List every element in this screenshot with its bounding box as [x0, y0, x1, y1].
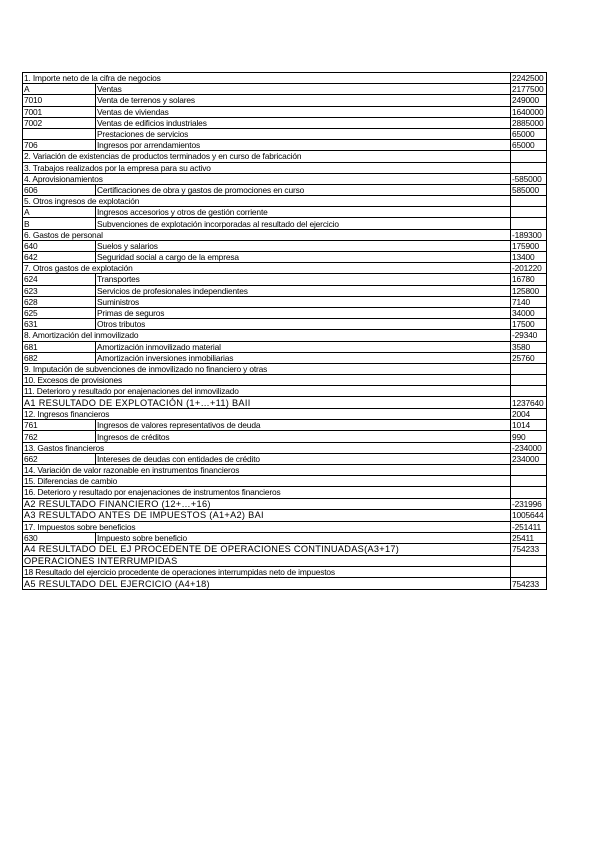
amount-value	[511, 162, 547, 173]
amount-value	[511, 464, 547, 475]
account-label: Ventas	[96, 84, 511, 95]
section-row	[23, 409, 547, 420]
section-label: 18 Resultado del ejercicio procedente de operaciones interrumpidas neto de impuestos	[23, 567, 511, 578]
section-row	[23, 173, 547, 184]
amount-value: 1005644	[511, 510, 547, 522]
account-label: Ventas de viviendas	[96, 106, 511, 117]
account-label: Ventas de edificios industriales	[96, 117, 511, 128]
account-row	[23, 296, 547, 307]
amount-value	[511, 555, 547, 567]
account-label: Venta de terrenos y solares	[96, 95, 511, 106]
account-code: A	[23, 207, 96, 218]
result-label: A2 RESULTADO FINANCIERO (12+…+16)	[23, 498, 511, 510]
section-row	[23, 263, 547, 274]
account-code: B	[23, 218, 96, 229]
amount-value: 65000	[511, 140, 547, 151]
account-label: Intereses de deudas con entidades de crédito	[96, 453, 511, 464]
account-code: 706	[23, 140, 96, 151]
amount-value	[511, 375, 547, 386]
section-row	[23, 73, 547, 84]
section-label: 2. Variación de existencias de productos terminados y en curso de fabricación	[23, 151, 511, 162]
section-label: 13. Gastos financieros	[23, 442, 511, 453]
result-row	[23, 397, 547, 409]
amount-value: 754233	[511, 578, 547, 590]
amount-value: 1640000	[511, 106, 547, 117]
account-code: 630	[23, 532, 96, 543]
account-code: 7010	[23, 95, 96, 106]
amount-value	[511, 567, 547, 578]
account-row	[23, 453, 547, 464]
account-row	[23, 95, 547, 106]
section-label: 11. Deterioro y resultado por enajenaciones del inmovilizado	[23, 386, 511, 397]
account-row	[23, 341, 547, 352]
amount-value: 2885000	[511, 117, 547, 128]
amount-value	[511, 476, 547, 487]
account-code: 761	[23, 420, 96, 431]
amount-value: -231996	[511, 498, 547, 510]
amount-value: 2242500	[511, 73, 547, 84]
account-label: Ingresos accesorios y otros de gestión corriente	[96, 207, 511, 218]
account-label: Seguridad social a cargo de la empresa	[96, 252, 511, 263]
account-code: 642	[23, 252, 96, 263]
result-label: OPERACIONES INTERRUMPIDAS	[23, 555, 511, 567]
account-row	[23, 218, 547, 229]
amount-value	[511, 487, 547, 498]
result-row	[23, 555, 547, 567]
section-label: 1. Importe neto de la cifra de negocios	[23, 73, 511, 84]
account-label: Impuesto sobre beneficio	[96, 532, 511, 543]
amount-value: 25411	[511, 532, 547, 543]
amount-value: 249000	[511, 95, 547, 106]
result-label: A4 RESULTADO DEL EJ PROCEDENTE DE OPERACIONES CONTINUADAS(A3+17)	[23, 544, 511, 556]
amount-value: 2177500	[511, 84, 547, 95]
account-row	[23, 420, 547, 431]
amount-value	[511, 363, 547, 374]
account-code: 625	[23, 307, 96, 318]
section-row	[23, 567, 547, 578]
result-label: A5 RESULTADO DEL EJERCICIO (A4+18)	[23, 578, 511, 590]
section-row	[23, 464, 547, 475]
income-statement-sheet	[22, 72, 546, 590]
section-label: 8. Amortización del inmovilizado	[23, 330, 511, 341]
section-row	[23, 229, 547, 240]
account-label: Amortización inmovilizado material	[96, 341, 511, 352]
amount-value	[511, 196, 547, 207]
amount-value: 25760	[511, 352, 547, 363]
amount-value: -234000	[511, 442, 547, 453]
amount-value: -201220	[511, 263, 547, 274]
amount-value: -29340	[511, 330, 547, 341]
section-row	[23, 521, 547, 532]
account-label: Suelos y salarios	[96, 240, 511, 251]
section-row	[23, 151, 547, 162]
account-code: A	[23, 84, 96, 95]
amount-value	[511, 386, 547, 397]
amount-value: 1014	[511, 420, 547, 431]
amount-value: 585000	[511, 184, 547, 195]
amount-value: 990	[511, 431, 547, 442]
section-label: 7. Otros gastos de explotación	[23, 263, 511, 274]
account-row	[23, 84, 547, 95]
section-label: 10. Excesos de provisiones	[23, 375, 511, 386]
account-label: Servicios de profesionales independientes	[96, 285, 511, 296]
result-row	[23, 510, 547, 522]
account-row	[23, 274, 547, 285]
section-label: 5. Otros ingresos de explotación	[23, 196, 511, 207]
account-row	[23, 252, 547, 263]
section-row	[23, 162, 547, 173]
account-row	[23, 117, 547, 128]
account-code: 640	[23, 240, 96, 251]
account-label: Amortización inversiones inmobiliarias	[96, 352, 511, 363]
account-row	[23, 319, 547, 330]
account-row	[23, 128, 547, 139]
section-row	[23, 196, 547, 207]
account-code: 623	[23, 285, 96, 296]
account-row	[23, 307, 547, 318]
result-label: A3 RESULTADO ANTES DE IMPUESTOS (A1+A2) BAI	[23, 510, 511, 522]
amount-value: 175900	[511, 240, 547, 251]
account-row	[23, 431, 547, 442]
section-row	[23, 487, 547, 498]
amount-value: 234000	[511, 453, 547, 464]
amount-value	[511, 218, 547, 229]
section-row	[23, 442, 547, 453]
section-label: 6. Gastos de personal	[23, 229, 511, 240]
account-label: Ingresos de valores representativos de deuda	[96, 420, 511, 431]
account-label: Subvenciones de explotación incorporadas al resultado del ejercicio	[96, 218, 511, 229]
account-row	[23, 352, 547, 363]
section-row	[23, 386, 547, 397]
amount-value: 7140	[511, 296, 547, 307]
account-label: Otros tributos	[96, 319, 511, 330]
account-label: Ingresos por arrendamientos	[96, 140, 511, 151]
account-row	[23, 184, 547, 195]
amount-value: 34000	[511, 307, 547, 318]
account-label: Suministros	[96, 296, 511, 307]
account-code	[23, 128, 96, 139]
amount-value: 17500	[511, 319, 547, 330]
account-row	[23, 106, 547, 117]
amount-value: 16780	[511, 274, 547, 285]
account-code: 662	[23, 453, 96, 464]
account-code: 624	[23, 274, 96, 285]
amount-value: 2004	[511, 409, 547, 420]
account-code: 681	[23, 341, 96, 352]
section-label: 12. Ingresos financieros	[23, 409, 511, 420]
account-row	[23, 285, 547, 296]
account-label: Transportes	[96, 274, 511, 285]
amount-value	[511, 207, 547, 218]
account-code: 628	[23, 296, 96, 307]
account-row	[23, 140, 547, 151]
account-code: 762	[23, 431, 96, 442]
section-row	[23, 375, 547, 386]
account-label: Prestaciones de servicios	[96, 128, 511, 139]
income-statement-table	[22, 72, 547, 590]
amount-value: 65000	[511, 128, 547, 139]
result-row	[23, 544, 547, 556]
section-label: 15. Diferencias de cambio	[23, 476, 511, 487]
result-label: A1 RESULTADO DE EXPLOTACIÓN (1+…+11) BAII	[23, 397, 511, 409]
account-row	[23, 532, 547, 543]
account-row	[23, 240, 547, 251]
section-row	[23, 363, 547, 374]
result-row	[23, 578, 547, 590]
amount-value: -251411	[511, 521, 547, 532]
section-row	[23, 476, 547, 487]
amount-value: 754233	[511, 544, 547, 556]
section-label: 4. Aprovisionamientos	[23, 173, 511, 184]
account-code: 7001	[23, 106, 96, 117]
amount-value: -585000	[511, 173, 547, 184]
amount-value: 125800	[511, 285, 547, 296]
account-label: Ingresos de créditos	[96, 431, 511, 442]
amount-value: 3580	[511, 341, 547, 352]
amount-value: 1237640	[511, 397, 547, 409]
amount-value: -189300	[511, 229, 547, 240]
section-label: 9. Imputación de subvenciones de inmovilizado no financiero y otras	[23, 363, 511, 374]
amount-value	[511, 151, 547, 162]
account-code: 631	[23, 319, 96, 330]
section-label: 17. Impuestos sobre beneficios	[23, 521, 511, 532]
account-code: 606	[23, 184, 96, 195]
account-code: 682	[23, 352, 96, 363]
account-label: Primas de seguros	[96, 307, 511, 318]
account-label: Certificaciones de obra y gastos de promociones en curso	[96, 184, 511, 195]
section-label: 14. Variación de valor razonable en instrumentos financieros	[23, 464, 511, 475]
account-code: 7002	[23, 117, 96, 128]
amount-value: 13400	[511, 252, 547, 263]
account-row	[23, 207, 547, 218]
section-label: 16. Deterioro y resultado por enajenaciones de instrumentos financieros	[23, 487, 511, 498]
section-label: 3. Trabajos realizados por la empresa para su activo	[23, 162, 511, 173]
result-row	[23, 498, 547, 510]
section-row	[23, 330, 547, 341]
